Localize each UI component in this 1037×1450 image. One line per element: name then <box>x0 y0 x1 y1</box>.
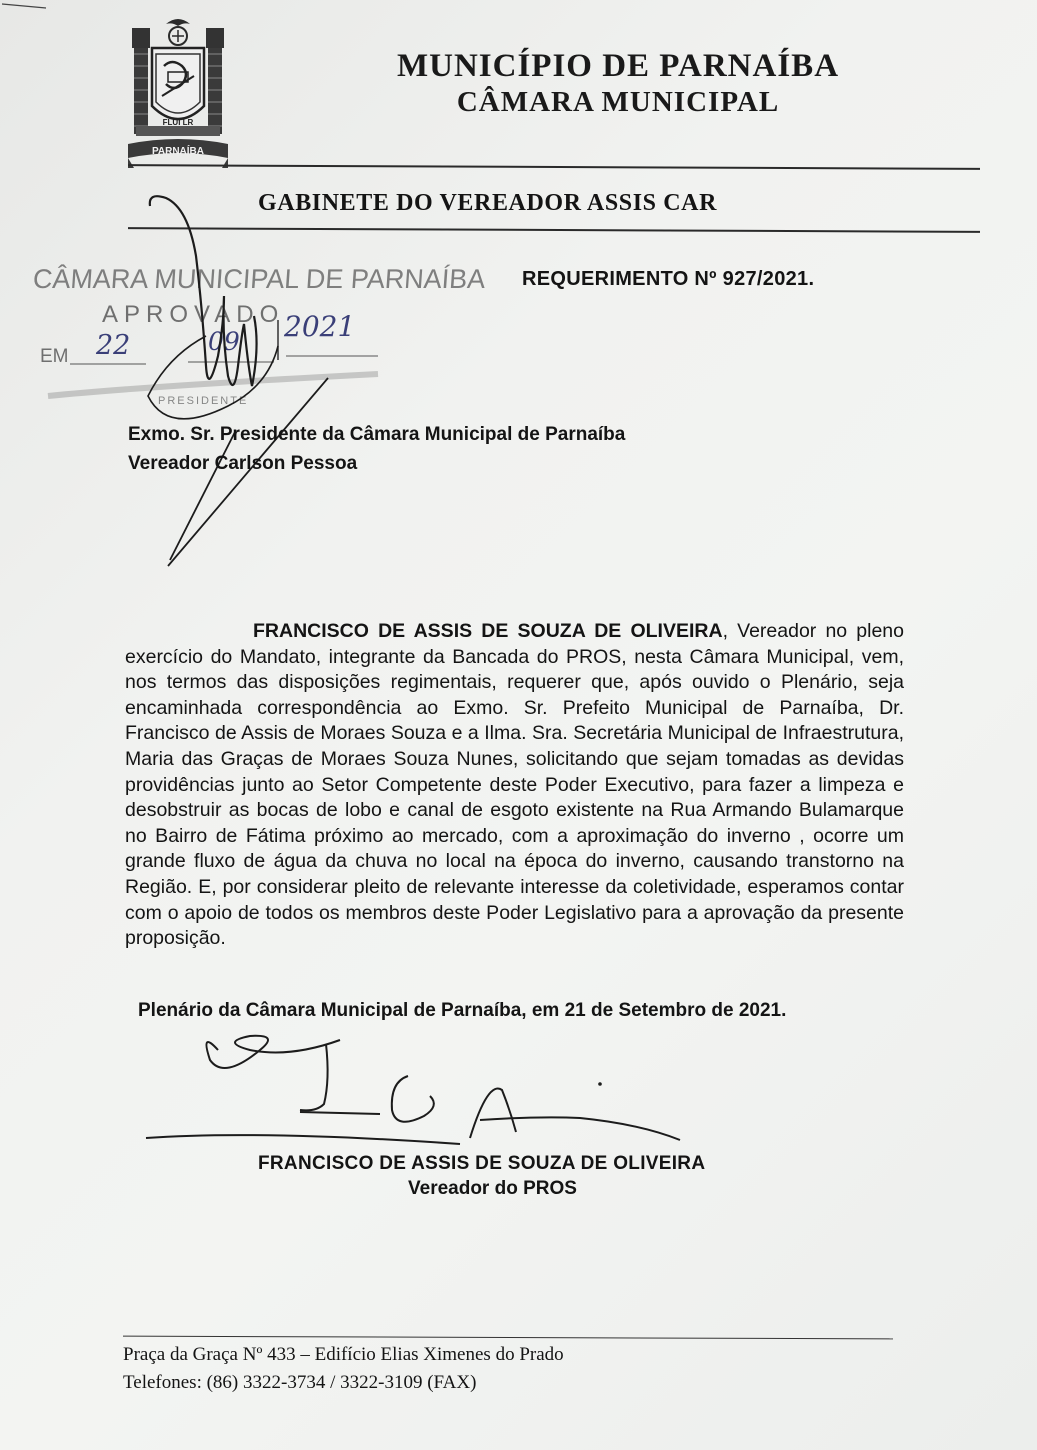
footer-phone: Telefones: (86) 3322-3734 / 3322-3109 (FAX) <box>123 1372 477 1393</box>
header-divider-top <box>128 164 980 170</box>
crest-motto: FLUI LR <box>162 118 194 127</box>
body-text: , Vereador no pleno exercício do Mandato, integrante da Bancada do PROS, nesta Câmara Municipal, vem, nos termos das disposições regimentais, requerer que, após ouvido o Plenário, seja encaminhada correspondência ao Exmo. Sr. Prefeito Municipal de Parnaíba, Dr. Francisco de Assis de Moraes Souza e a Ilma. Sra. Secretária Municipal de Infraestrutura, Maria das Graças de Moraes Souza Nunes, solicitando que sejam tomadas as devidas providências junto ao Setor Competente deste Poder Executivo, para fazer a limpeza e desobstruir as bocas de lobo e canal de esgoto existente na Rua Armando Bulamarque no Bairro de Fátima próximo ao mercado, com a aproximação do inverno , ocorre um grande fluxo de água da chuva no local na época do inverno, causando transtorno na Região. E, por considerar pleito de relevante interesse da coletividade, esperamos contar com o apoio de todos os membros deste Poder Legislativo para a aprovação da presente proposição. <box>125 620 905 950</box>
stamp-role: PRESIDENTE <box>158 395 249 407</box>
stamp-day: 22 <box>96 330 131 361</box>
stamp-year: 2021 <box>284 310 356 343</box>
stamp-institution: CÂMARA MUNICIPAL DE PARNAÍBA <box>31 264 487 294</box>
stamp-status: APROVADO <box>102 301 285 328</box>
chamber-title: CÂMARA MUNICIPAL <box>456 86 780 118</box>
addressee-line-2: Vereador Carlson Pessoa <box>128 453 358 474</box>
councillor-signature <box>140 1020 700 1160</box>
office-title: GABINETE DO VEREADOR ASSIS CAR <box>258 190 717 216</box>
addressee-line-1: Exmo. Sr. Presidente da Câmara Municipal de Parnaíba <box>128 424 626 445</box>
place-and-date: Plenário da Câmara Municipal de Parnaíba, em 21 de Setembro de 2021. <box>138 1000 787 1021</box>
body-lead-name: FRANCISCO DE ASSIS DE SOUZA DE OLIVEIRA <box>253 620 723 642</box>
stamp-month: 09 <box>208 327 240 356</box>
footer-address: Praça da Graça Nº 433 – Edifício Elias Ximenes do Prado <box>123 1344 564 1365</box>
stamp-prefix: EM <box>40 346 69 367</box>
pen-mark <box>0 0 60 20</box>
signer-name: FRANCISCO DE ASSIS DE SOUZA DE OLIVEIRA <box>258 1153 706 1174</box>
addressee <box>128 420 625 478</box>
municipal-crest-icon <box>126 14 230 174</box>
approval-stamp <box>28 236 487 436</box>
header-divider-bottom <box>128 227 980 233</box>
signer-role: Vereador do PROS <box>408 1178 577 1199</box>
crest-label: PARNAÍBA <box>151 146 205 157</box>
request-number: REQUERIMENTO Nº 927/2021. <box>522 268 815 290</box>
municipality-title: MUNICÍPIO DE PARNAÍBA <box>396 48 840 84</box>
footer-divider <box>123 1336 893 1340</box>
body-paragraph <box>125 619 904 952</box>
